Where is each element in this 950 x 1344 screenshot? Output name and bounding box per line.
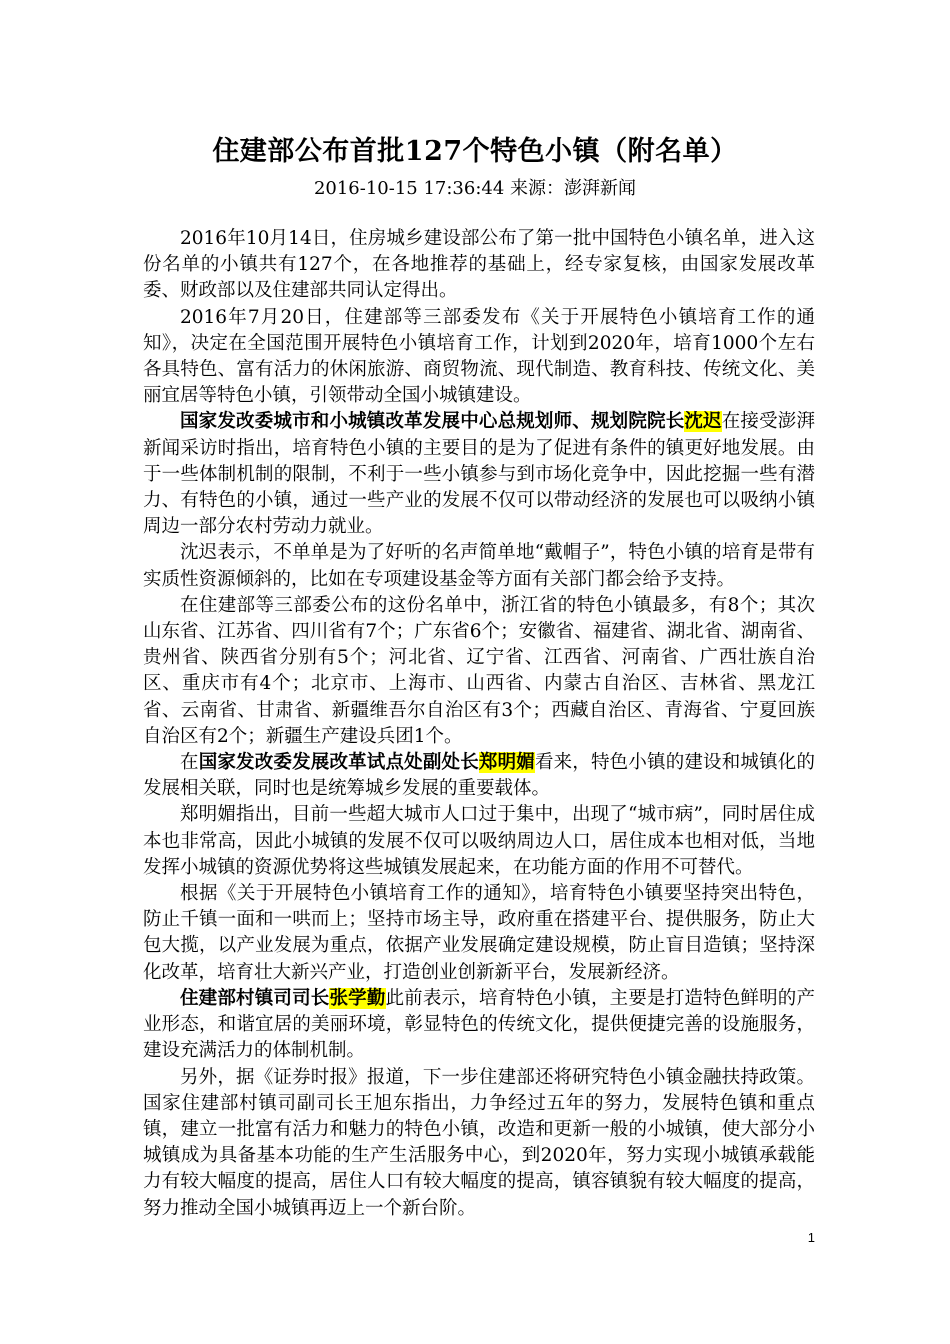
paragraph-4: 沈迟表示，不单单是为了好听的名声简单地“戴帽子”，特色小镇的培育是带有实质性资源倾斜的，比如在专项建设基金等方面有关部门都会给予支持。 [143, 542, 815, 590]
paragraph-7: 郑明媚指出，目前一些超大城市人口过于集中，出现了“城市病”，同时居住成本也非常高，因此小城镇的发展不仅可以吸纳周边人口，居住成本也相对低，当地发挥小城镇的资源优势将这些城镇发展起来，在功能方面的作用不可替代。 [143, 804, 815, 878]
paragraph-3-text: 在接受澎湃新闻采访时指出，培育特色小镇的主要目的是为了促进有条件的镇更好地发展。由于一些体制机制的限制，不利于一些小镇参与到市场化竞争中，因此挖掘一些有潜力、有特色的小镇，通过一些产业的发展不仅可以带动经济的发展也可以吸纳小镇周边一部分农村劳动力就业。 [143, 411, 815, 538]
article-meta: 2016-10-15 17:36:44 来源：澎湃新闻 [313, 178, 637, 199]
paragraph-10: 另外，据《证券时报》报道，下一步住建部还将研究特色小镇金融扶持政策。国家住建部村镇司副司长王旭东指出，力争经过五年的努力，发展特色镇和重点镇，建立一批富有活力和魅力的特色小镇，改造和更新一般的小城镇，使大部分小城镇成为具备基本功能的生产生活服务中心，到2020年，努力实现小城镇承载能力有较大幅度的提高，居住人口有较大幅度的提高，镇容镇貌有较大幅度的提高，努力推动全国小城镇再迈上一个新台阶。 [143, 1066, 815, 1219]
paragraph-5: 在住建部等三部委公布的这份名单中，浙江省的特色小镇最多，有8个；其次山东省、江苏省、四川省有7个；广东省6个；安徽省、福建省、湖北省、湖南省、贵州省、陕西省分别有5个；河北省、辽宁省、江西省、河南省、广西壮族自治区、重庆市有4个；北京市、上海市、山西省、内蒙古自治区、吉林省、黑龙江省、云南省、甘肃省、新疆维吾尔自治区有3个；西藏自治区、青海省、宁夏回族自治区有2个；新疆生产建设兵团1个。 [143, 594, 815, 747]
article-title: 住建部公布首批127个特色小镇（附名单） [212, 136, 738, 167]
paragraph-1: 2016年10月14日，住房城乡建设部公布了第一批中国特色小镇名单，进入这份名单的小镇共有127个，在各地推荐的基础上，经专家复核，由国家发展改革委、财政部以及住建部共同认定得出。 [143, 228, 815, 302]
article-body [143, 226, 815, 1222]
official-title-zheng: 国家发改委发展改革试点处副处长 [198, 752, 479, 774]
paragraph-9 [143, 986, 815, 1065]
paragraph-8: 根据《关于开展特色小镇培育工作的通知》，培育特色小镇要坚持突出特色，防止千镇一面和一哄而上；坚持市场主导，政府重在搭建平台、提供服务，防止大包大揽，以产业发展为重点，依据产业发展确定建设规模，防止盲目造镇；坚持深化改革，培育壮大新兴产业，打造创业创新新平台，发展新经济。 [143, 883, 815, 983]
paragraph-2: 2016年7月20日，住建部等三部委发布《关于开展特色小镇培育工作的通知》，决定在全国范围开展特色小镇培育工作，计划到2020年，培育1000个左右各具特色、富有活力的休闲旅游、商贸物流、现代制造、教育科技、传统文化、美丽宜居等特色小镇，引领带动全国小城镇建设。 [143, 306, 815, 407]
highlighted-name-shen: 沈迟 [684, 411, 722, 433]
highlighted-name-zheng: 郑明媚 [478, 752, 535, 774]
paragraph-3 [143, 409, 815, 540]
official-title-zhang: 住建部村镇司司长 [180, 987, 330, 1009]
official-title-shen: 国家发改委城市和小城镇改革发展中心总规划师、规划院院长 [180, 411, 685, 433]
paragraph-6 [143, 750, 815, 802]
paragraph-9-text: 此前表示，培育特色小镇，主要是打造特色鲜明的产业形态，和谐宜居的美丽环境，彰显特色的传统文化，提供便捷完善的设施服务，建设充满活力的体制机制。 [143, 987, 815, 1062]
paragraph-6-text: 看来，特色小镇的建设和城镇化的发展相关联，同时也是统筹城乡发展的重要载体。 [143, 752, 815, 800]
page-number: 1 [807, 1230, 815, 1245]
highlighted-name-zhang: 张学勤 [329, 987, 386, 1009]
paragraph-6-prefix: 在 [180, 752, 199, 774]
